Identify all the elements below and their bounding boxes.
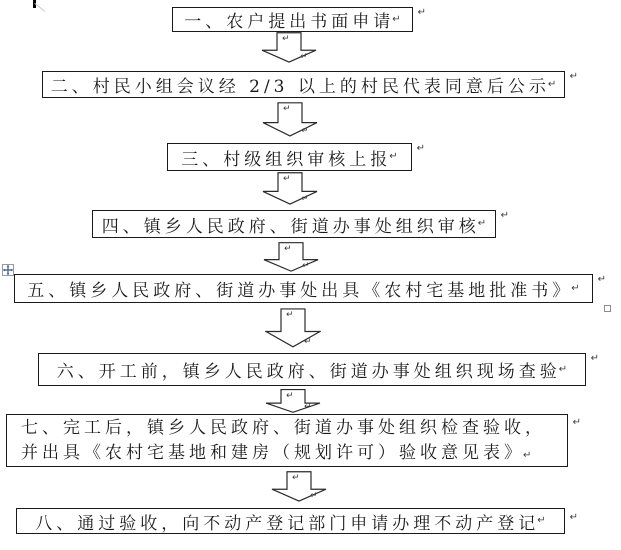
down-arrow-icon[interactable] [262,102,318,137]
paragraph-mark-icon: ↵ [300,52,308,62]
paragraph-mark-icon: ↵ [547,78,557,90]
paragraph-mark-icon: ↵ [283,104,291,114]
flow-step-4-label: 四、镇乡人民政府、街道办事处组织审核 [101,216,480,237]
paragraph-mark-icon: ↵ [572,417,581,428]
object-anchor-icon[interactable] [2,261,14,273]
paragraph-mark-icon: ↵ [597,274,606,285]
paragraph-mark-icon: ↵ [416,143,425,154]
paragraph-mark-icon: ↵ [302,261,310,271]
flow-step-1-label: 一、农户提出书面申请 [184,12,395,32]
flow-step-8[interactable] [16,508,578,534]
text-cursor-tail [34,3,45,12]
down-arrow-icon[interactable] [265,389,321,413]
down-arrow-icon[interactable] [263,242,319,272]
flow-step-5-label: 五、镇乡人民政府、街道办事处出具《农村宅基地批准书》 [27,281,574,301]
paragraph-mark-icon: ↵ [286,391,294,401]
paragraph-mark-icon: ↵ [569,71,578,82]
paragraph-mark-icon: ↵ [590,353,599,364]
flow-step-5[interactable] [14,274,606,303]
paragraph-mark-icon: ↵ [569,512,578,523]
flow-step-4[interactable] [92,210,509,238]
flow-step-3[interactable] [167,143,425,171]
paragraph-mark-icon: ↵ [301,194,309,204]
paragraph-mark-icon: ↵ [392,13,401,25]
paragraph-mark-icon: ↵ [523,449,532,461]
down-arrow-icon[interactable] [261,32,317,63]
paragraph-mark-icon: ↵ [477,218,487,229]
paragraph-mark-icon: ↵ [310,491,318,501]
paragraph-mark-icon: ↵ [389,151,398,162]
paragraph-mark-icon: ↵ [301,126,309,136]
flow-step-2-label: 二、村民小组会议经 2/3 以上的村民代表同意后公示 [50,77,550,97]
flow-step-8-label: 八、通过验收，向不动产登记部门申请办理不动产登记 [35,513,540,534]
flow-step-7[interactable] [6,414,581,467]
paragraph-mark-icon: ↵ [537,515,546,526]
paragraph-mark-icon: ↵ [283,174,291,184]
paragraph-mark-icon: ↵ [284,244,292,254]
down-arrow-icon[interactable] [271,471,327,502]
paragraph-mark-icon: ↵ [558,363,568,375]
flow-step-1[interactable] [172,7,426,32]
resize-handle[interactable] [604,305,611,312]
paragraph-mark-icon: ↵ [304,402,312,412]
down-arrow-icon[interactable] [265,308,321,348]
flow-step-6[interactable] [38,353,599,386]
paragraph-mark-icon: ↵ [292,473,300,483]
flow-step-3-label: 三、村级组织审核上报 [181,149,392,170]
paragraph-mark-icon: ↵ [500,210,509,221]
flow-step-2[interactable] [42,71,578,98]
paragraph-mark-icon: ↵ [571,282,580,294]
flow-step-7-line1: 七、完工后，镇乡人民政府、街道办事处组织检查验收， [21,417,546,438]
flow-step-7-line2: 并出具《农村宅基地和建房（规划许可）验收意见表》↵ [21,442,532,463]
paragraph-mark-icon: ↵ [417,7,426,18]
down-arrow-icon[interactable] [262,172,318,205]
flow-step-6-label: 六、开工前，镇乡人民政府、街道办事处组织现场查验 [56,362,561,382]
paragraph-mark-icon: ↵ [286,310,294,320]
paragraph-mark-icon: ↵ [282,34,290,44]
paragraph-mark-icon: ↵ [304,337,312,347]
